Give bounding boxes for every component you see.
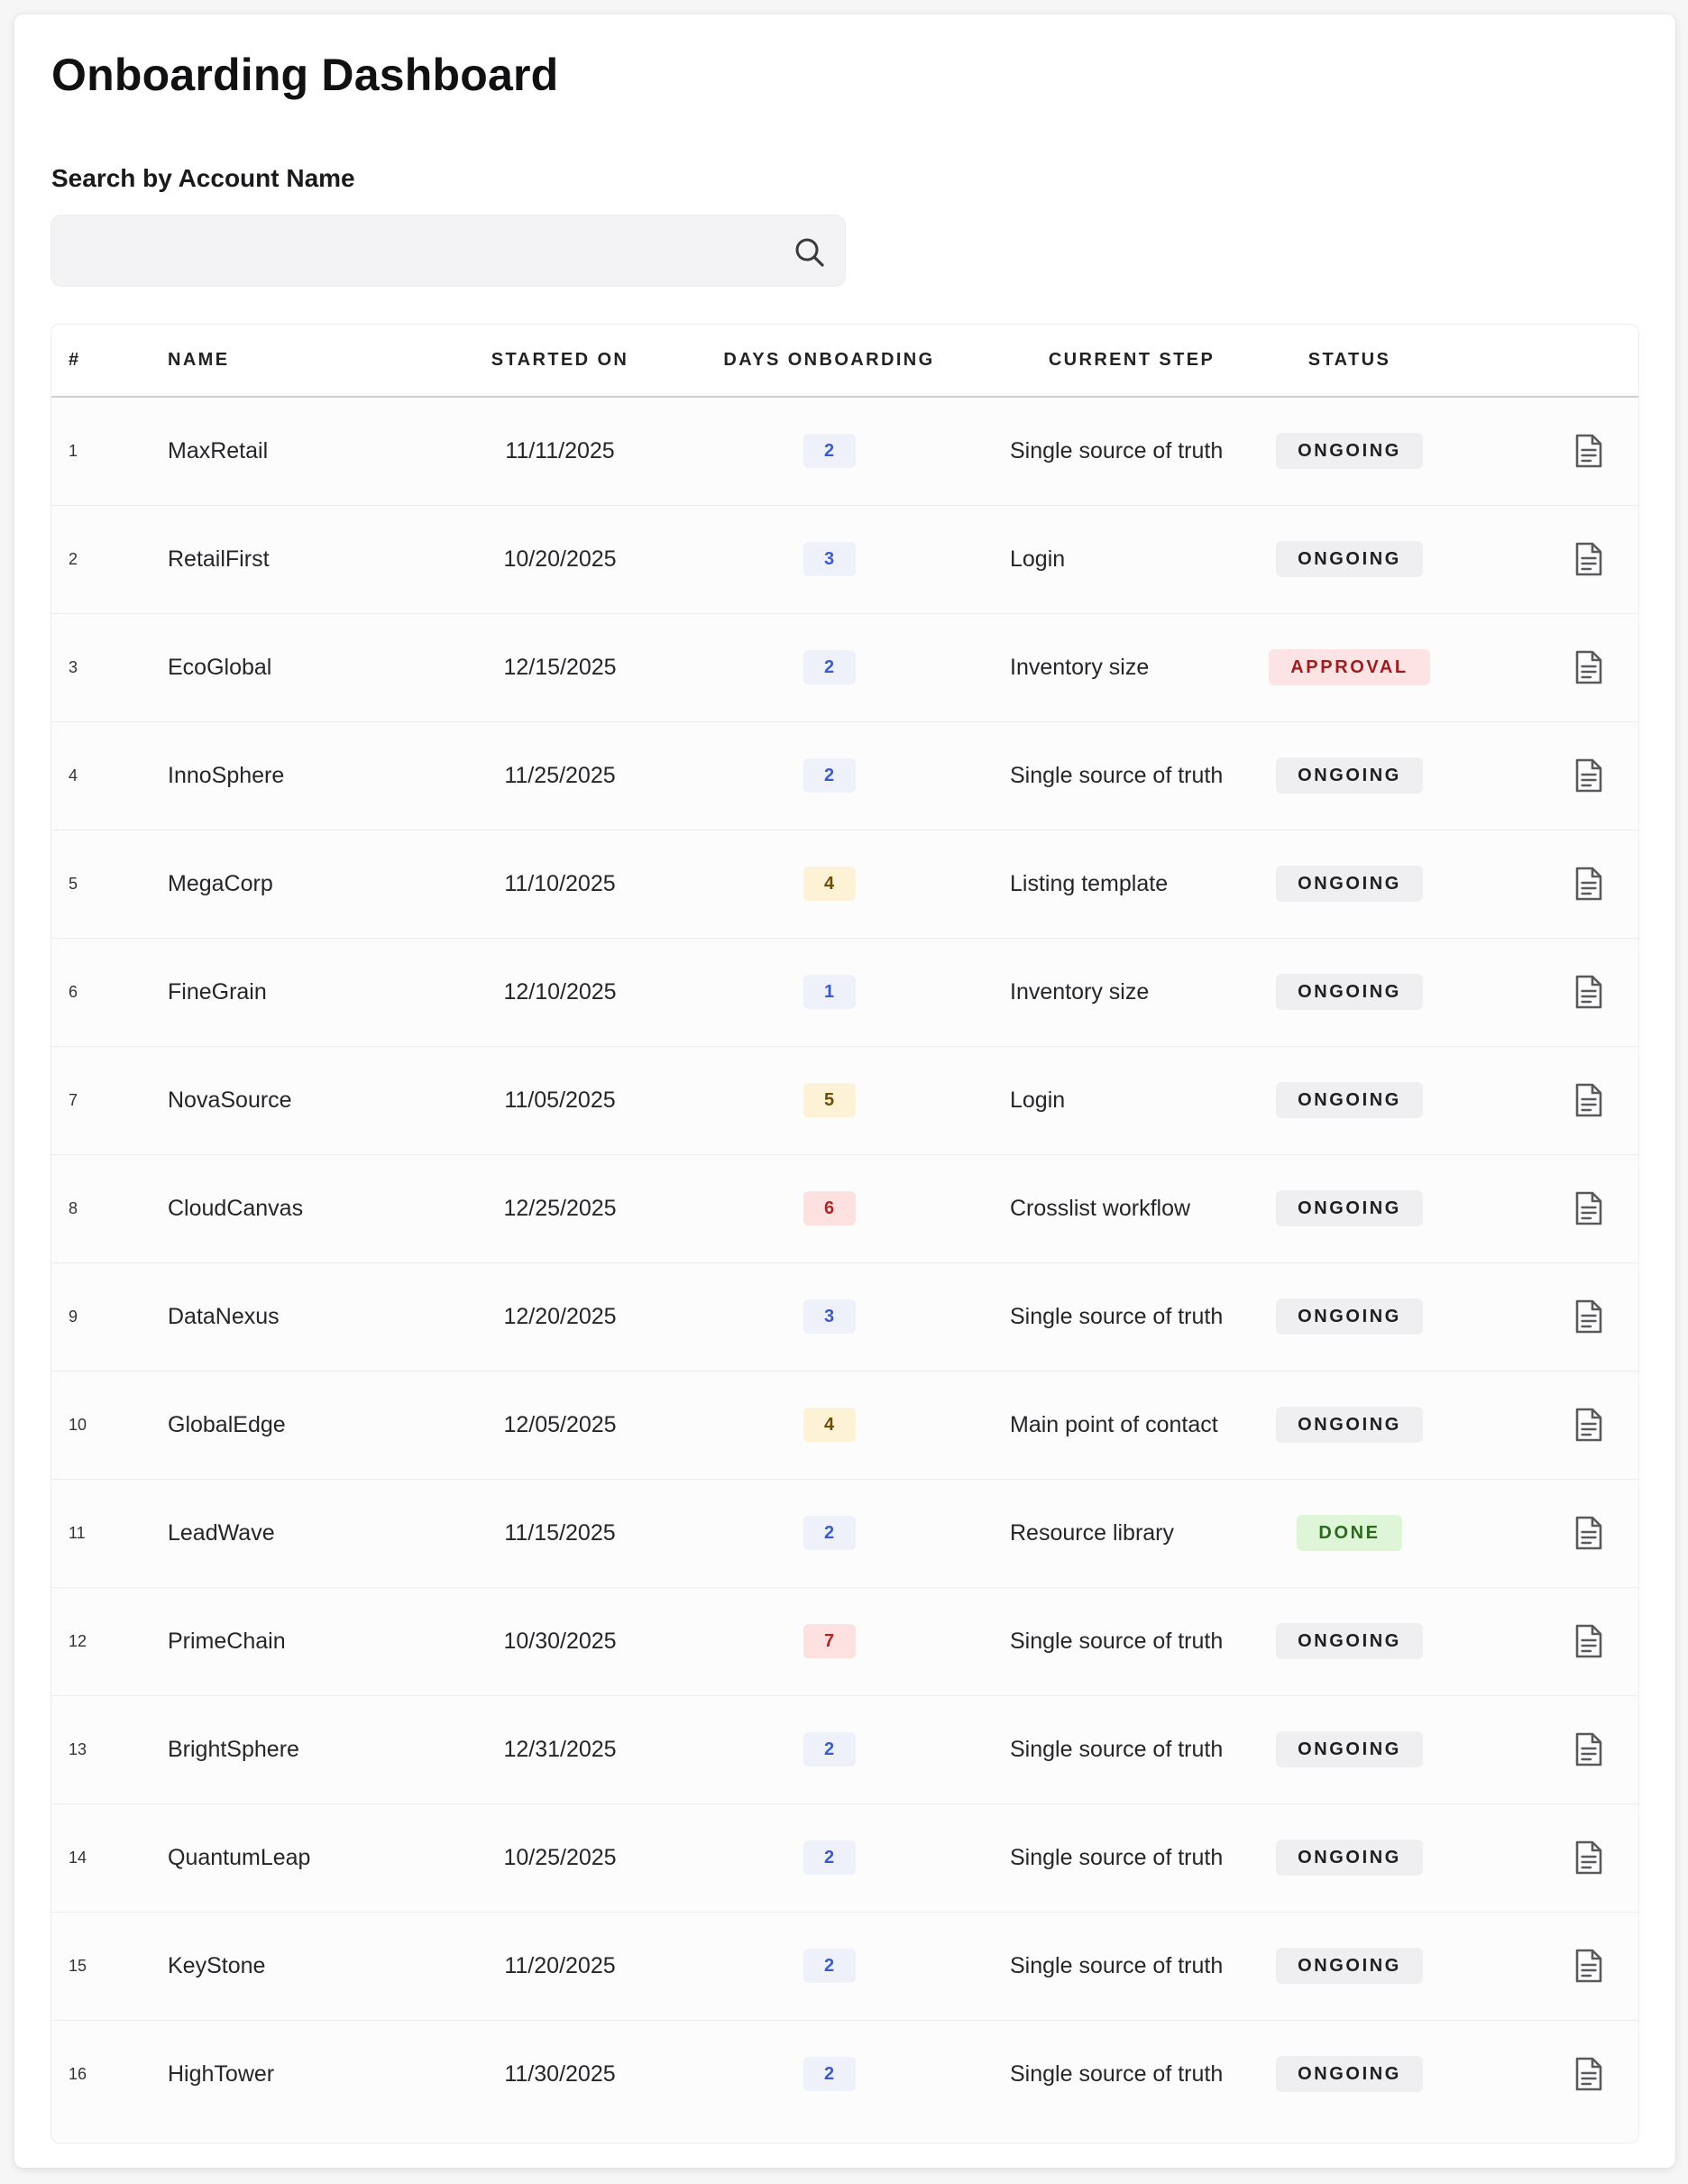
table-row[interactable] — [51, 613, 1639, 721]
account-name: GlobalEdge — [168, 1411, 286, 1437]
row-number: 5 — [69, 874, 78, 893]
column-header-actions — [1445, 325, 1639, 397]
status-badge: ONGOING — [1276, 1623, 1423, 1659]
row-number: 1 — [69, 441, 78, 460]
status-cell — [1253, 1371, 1445, 1479]
days-cell — [648, 1695, 1010, 1803]
row-number: 12 — [69, 1631, 87, 1650]
row-number: 13 — [69, 1739, 87, 1758]
started-on: 11/05/2025 — [504, 1087, 616, 1113]
days-cell — [648, 397, 1010, 505]
document-icon[interactable] — [1573, 433, 1604, 469]
account-name: HighTower — [168, 2060, 275, 2087]
days-cell — [648, 938, 1010, 1046]
table-row[interactable] — [51, 1912, 1639, 2020]
document-icon[interactable] — [1573, 649, 1604, 685]
status-cell — [1253, 1479, 1445, 1587]
document-icon[interactable] — [1573, 1515, 1604, 1551]
accounts-table — [50, 324, 1639, 2143]
days-onboarding-badge: 5 — [803, 1083, 856, 1117]
days-onboarding-badge: 4 — [803, 1408, 856, 1442]
document-icon[interactable] — [1573, 1082, 1604, 1118]
document-icon[interactable] — [1573, 1731, 1604, 1767]
status-cell — [1253, 1587, 1445, 1695]
account-name: MaxRetail — [168, 437, 269, 463]
status-badge: ONGOING — [1276, 1731, 1423, 1767]
status-cell — [1253, 2020, 1445, 2128]
actions-cell — [1445, 721, 1639, 830]
actions-cell — [1445, 1262, 1639, 1371]
current-step: Listing template — [1010, 870, 1169, 896]
account-name: NovaSource — [168, 1087, 292, 1113]
days-cell — [648, 1803, 1010, 1912]
days-onboarding-badge: 2 — [803, 1516, 856, 1550]
status-cell — [1253, 1912, 1445, 2020]
table-row[interactable] — [51, 1695, 1639, 1803]
status-badge: ONGOING — [1276, 757, 1423, 794]
current-step: Single source of truth — [1010, 437, 1224, 463]
status-cell — [1253, 1803, 1445, 1912]
actions-cell — [1445, 1912, 1639, 2020]
current-step: Single source of truth — [1010, 762, 1224, 788]
days-cell — [648, 830, 1010, 938]
days-cell — [648, 2020, 1010, 2128]
column-header-started-on[interactable]: STARTED ON — [491, 350, 629, 370]
document-icon[interactable] — [1573, 1298, 1604, 1335]
days-onboarding-badge: 4 — [803, 867, 856, 901]
status-badge: ONGOING — [1276, 974, 1423, 1010]
table-row[interactable] — [51, 1371, 1639, 1479]
started-on: 10/20/2025 — [503, 546, 617, 572]
document-icon[interactable] — [1573, 1190, 1604, 1226]
status-badge: ONGOING — [1276, 1948, 1423, 1984]
current-step: Inventory size — [1010, 654, 1150, 680]
status-badge: DONE — [1297, 1515, 1401, 1551]
current-step: Crosslist workflow — [1010, 1195, 1191, 1221]
started-on: 11/20/2025 — [504, 1952, 616, 1978]
status-cell — [1253, 830, 1445, 938]
row-number: 15 — [69, 1956, 87, 1975]
days-onboarding-badge: 2 — [803, 2057, 856, 2091]
row-number: 7 — [69, 1090, 78, 1109]
table-row[interactable] — [51, 2020, 1639, 2128]
current-step: Inventory size — [1010, 978, 1150, 1005]
started-on: 10/30/2025 — [503, 1628, 617, 1654]
started-on: 12/10/2025 — [503, 978, 617, 1005]
status-cell — [1253, 397, 1445, 505]
status-badge: ONGOING — [1276, 1407, 1423, 1443]
started-on: 11/11/2025 — [505, 437, 615, 463]
started-on: 11/25/2025 — [504, 762, 616, 788]
row-number: 8 — [69, 1198, 78, 1217]
actions-cell — [1445, 830, 1639, 938]
days-cell — [648, 613, 1010, 721]
status-cell — [1253, 938, 1445, 1046]
status-badge: ONGOING — [1276, 541, 1423, 577]
actions-cell — [1445, 1371, 1639, 1479]
actions-cell — [1445, 1479, 1639, 1587]
document-icon[interactable] — [1573, 1407, 1604, 1443]
status-cell — [1253, 613, 1445, 721]
status-cell — [1253, 1262, 1445, 1371]
days-onboarding-badge: 6 — [803, 1191, 856, 1225]
days-cell — [648, 721, 1010, 830]
days-cell — [648, 1154, 1010, 1262]
days-onboarding-badge: 3 — [803, 542, 856, 576]
days-cell — [648, 1371, 1010, 1479]
account-name: BrightSphere — [168, 1736, 299, 1762]
status-badge: ONGOING — [1276, 1082, 1423, 1118]
document-icon[interactable] — [1573, 974, 1604, 1010]
days-cell — [648, 1587, 1010, 1695]
status-cell — [1253, 721, 1445, 830]
status-badge: ONGOING — [1276, 1190, 1423, 1226]
current-step: Single source of truth — [1010, 1736, 1224, 1762]
days-onboarding-badge: 2 — [803, 434, 856, 468]
row-number: 14 — [69, 1848, 87, 1867]
account-name: RetailFirst — [168, 546, 270, 572]
status-cell — [1253, 1046, 1445, 1154]
current-step: Resource library — [1010, 1519, 1175, 1546]
status-cell — [1253, 1695, 1445, 1803]
started-on: 10/25/2025 — [503, 1844, 617, 1870]
actions-cell — [1445, 2020, 1639, 2128]
row-number: 10 — [69, 1415, 87, 1434]
document-icon[interactable] — [1573, 1840, 1604, 1876]
status-badge: ONGOING — [1276, 866, 1423, 902]
days-onboarding-badge: 1 — [803, 975, 856, 1009]
account-name: DataNexus — [168, 1303, 280, 1329]
account-name: MegaCorp — [168, 870, 273, 896]
started-on: 12/05/2025 — [503, 1411, 617, 1437]
actions-cell — [1445, 1803, 1639, 1912]
days-cell — [648, 1479, 1010, 1587]
status-badge: APPROVAL — [1269, 649, 1429, 685]
document-icon[interactable] — [1573, 1948, 1604, 1984]
row-number: 4 — [69, 766, 78, 785]
days-cell — [648, 505, 1010, 613]
status-cell — [1253, 505, 1445, 613]
document-icon[interactable] — [1573, 866, 1604, 902]
current-step: Single source of truth — [1010, 2060, 1224, 2087]
column-header-number[interactable]: # — [69, 350, 81, 370]
status-badge: ONGOING — [1276, 433, 1423, 469]
table-row[interactable] — [51, 505, 1639, 613]
table-row[interactable] — [51, 1587, 1639, 1695]
document-icon[interactable] — [1573, 757, 1604, 794]
started-on: 12/15/2025 — [503, 654, 617, 680]
days-onboarding-badge: 3 — [803, 1299, 856, 1334]
started-on: 11/30/2025 — [504, 2060, 616, 2087]
table-row[interactable] — [51, 830, 1639, 938]
column-header-days-onboarding[interactable]: DAYS ONBOARDING — [723, 350, 935, 370]
table-row[interactable] — [51, 397, 1639, 505]
search-label: Search by Account Name — [51, 164, 355, 192]
row-number: 9 — [69, 1307, 78, 1326]
table-row[interactable] — [51, 1154, 1639, 1262]
current-step: Main point of contact — [1010, 1411, 1218, 1437]
table-row[interactable] — [51, 1479, 1639, 1587]
days-cell — [648, 1912, 1010, 2020]
table-row[interactable] — [51, 721, 1639, 830]
started-on: 12/31/2025 — [503, 1736, 617, 1762]
row-number: 6 — [69, 982, 78, 1001]
current-step: Single source of truth — [1010, 1844, 1224, 1870]
started-on: 11/10/2025 — [504, 870, 616, 896]
actions-cell — [1445, 1587, 1639, 1695]
account-name: KeyStone — [168, 1952, 266, 1978]
table-row[interactable] — [51, 1046, 1639, 1154]
days-onboarding-badge: 2 — [803, 1840, 856, 1875]
table-row[interactable] — [51, 1262, 1639, 1371]
days-cell — [648, 1262, 1010, 1371]
row-number: 2 — [69, 549, 78, 568]
search-input[interactable] — [51, 216, 845, 286]
column-header-status[interactable]: STATUS — [1307, 350, 1391, 370]
started-on: 12/20/2025 — [503, 1303, 617, 1329]
account-name: QuantumLeap — [168, 1844, 311, 1870]
page-title: Onboarding Dashboard — [51, 50, 559, 100]
current-step: Login — [1010, 546, 1066, 572]
days-onboarding-badge: 2 — [803, 650, 856, 684]
days-onboarding-badge: 2 — [803, 1732, 856, 1766]
document-icon[interactable] — [1573, 2056, 1604, 2092]
status-badge: ONGOING — [1276, 1840, 1423, 1876]
status-badge: ONGOING — [1276, 2056, 1423, 2092]
column-header-name[interactable]: NAME — [168, 350, 230, 370]
dashboard-card — [14, 14, 1675, 2168]
days-onboarding-badge: 2 — [803, 758, 856, 793]
actions-cell — [1445, 1046, 1639, 1154]
account-name: LeadWave — [168, 1519, 275, 1546]
actions-cell — [1445, 1154, 1639, 1262]
account-name: PrimeChain — [168, 1628, 286, 1654]
account-name: CloudCanvas — [168, 1195, 304, 1221]
search-icon[interactable] — [793, 235, 827, 270]
account-name: EcoGlobal — [168, 654, 272, 680]
current-step: Single source of truth — [1010, 1303, 1224, 1329]
days-onboarding-badge: 2 — [803, 1949, 856, 1983]
current-step: Single source of truth — [1010, 1952, 1224, 1978]
account-name: FineGrain — [168, 978, 267, 1005]
days-onboarding-badge: 7 — [803, 1624, 856, 1658]
status-cell — [1253, 1154, 1445, 1262]
started-on: 11/15/2025 — [504, 1519, 616, 1546]
column-header-current-step[interactable]: CURRENT STEP — [1048, 350, 1216, 370]
row-number: 16 — [69, 2064, 87, 2083]
table-header-row — [51, 325, 1639, 397]
status-badge: ONGOING — [1276, 1298, 1423, 1335]
table-row[interactable] — [51, 938, 1639, 1046]
actions-cell — [1445, 613, 1639, 721]
actions-cell — [1445, 1695, 1639, 1803]
table-row[interactable] — [51, 1803, 1639, 1912]
search-box[interactable] — [50, 215, 846, 287]
row-number: 3 — [69, 657, 78, 676]
actions-cell — [1445, 505, 1639, 613]
document-icon[interactable] — [1573, 1623, 1604, 1659]
actions-cell — [1445, 397, 1639, 505]
days-cell — [648, 1046, 1010, 1154]
document-icon[interactable] — [1573, 541, 1604, 577]
row-number: 11 — [69, 1523, 86, 1542]
account-name: InnoSphere — [168, 762, 285, 788]
current-step: Single source of truth — [1010, 1628, 1224, 1654]
current-step: Login — [1010, 1087, 1066, 1113]
actions-cell — [1445, 938, 1639, 1046]
started-on: 12/25/2025 — [503, 1195, 617, 1221]
